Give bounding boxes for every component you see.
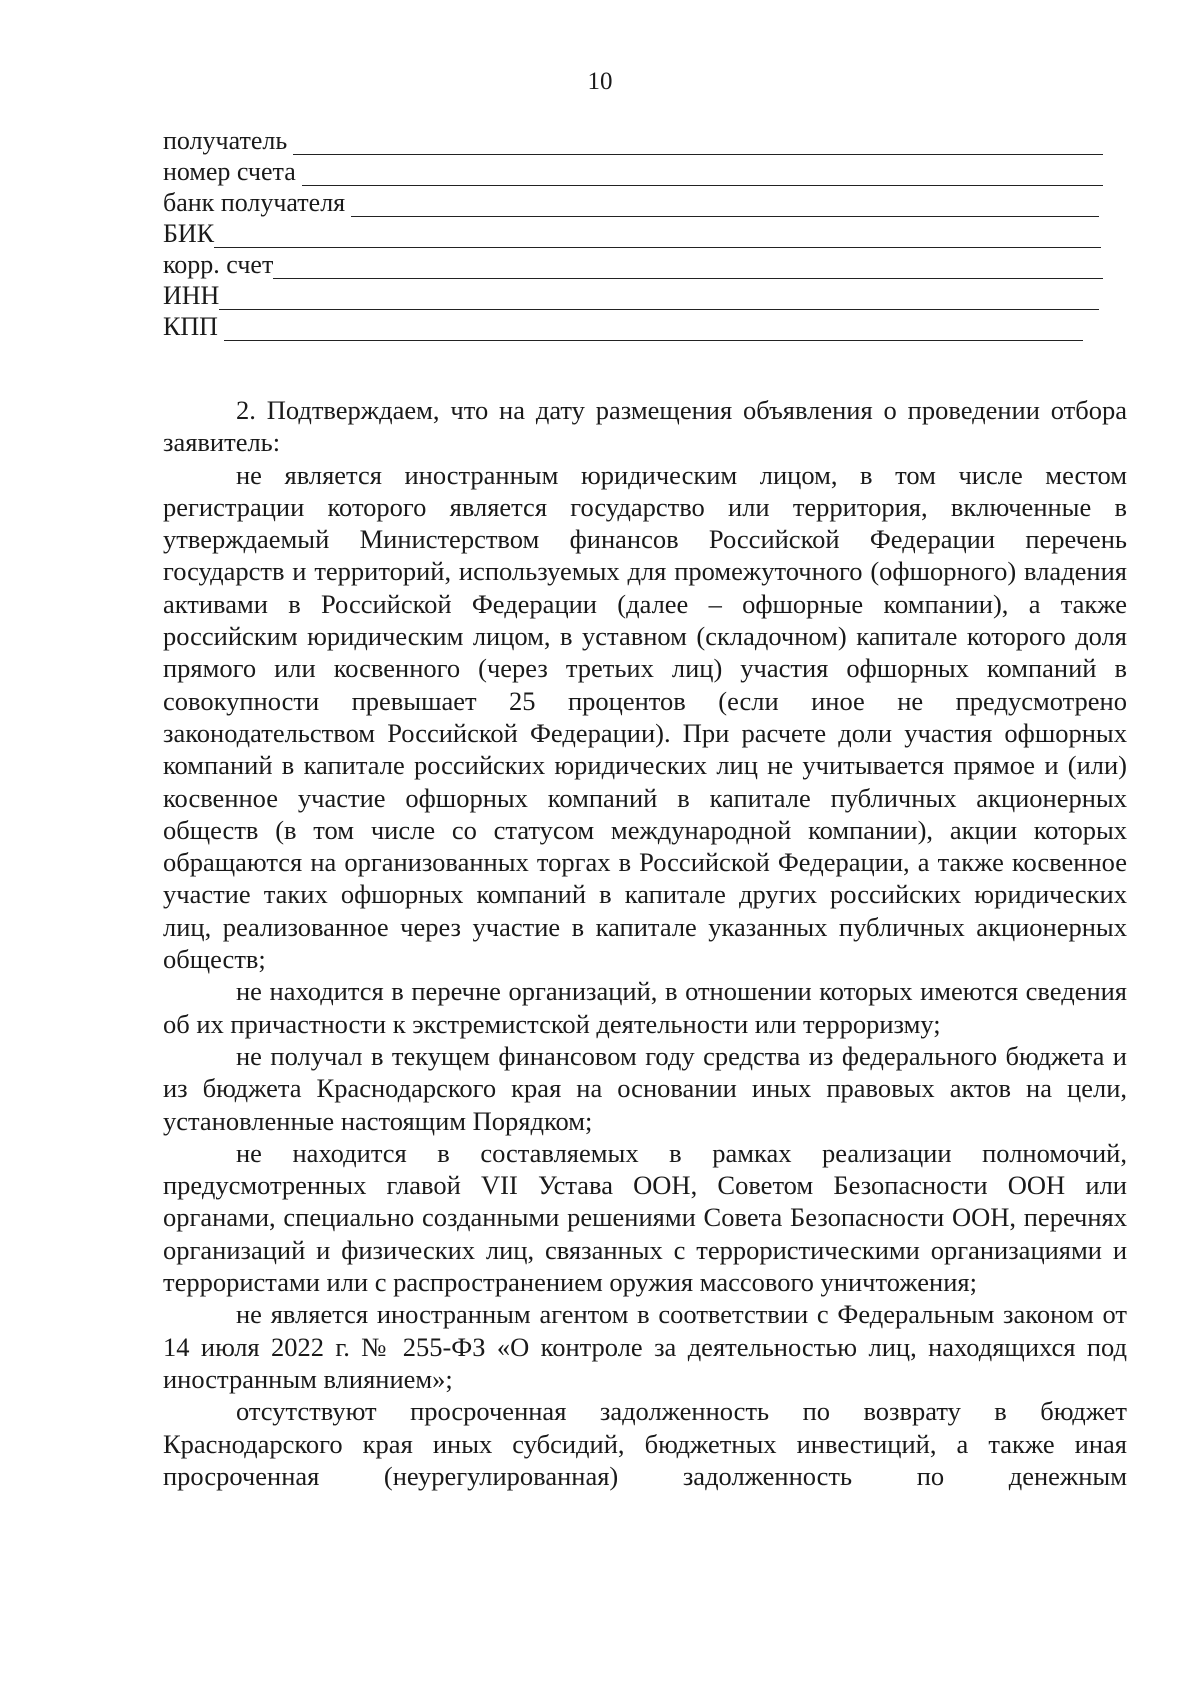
- paragraph-offshore: не является иностранным юридическим лицом, в том числе местом регистрации которого является государство или территория, включенные в утверждаемый Министерством финансов Российской Федерации перечень государств и территорий, используемых для промежуточного (офшорного) владения активами в Российской Федерации (далее – офшорные компании), а также российским юридическим лицом, в уставном (складочном) капитале которого доля прямого или косвенного (через третьих лиц) участия офшорных компаний в совокупности превышает 25 процентов (если иное не предусмотрено законодательством Российской Федерации). При расчете доли участия офшорных компаний в капитале российских юридических лиц не учитывается прямое и (или) косвенное участие офшорных компаний в капитале публичных акционерных обществ (в том числе со статусом международной компании), акции которых обращаются на организованных торгах в Российской Федерации, а также косвенное участие таких офшорных компаний в капитале других российских юридических лиц, реализованное через участие в капитале указанных публичных акционерных обществ;: [163, 459, 1127, 975]
- field-inn: [163, 279, 1113, 310]
- field-blank-line[interactable]: [224, 318, 1083, 341]
- field-blank-line[interactable]: [302, 163, 1103, 186]
- paragraph-extremism: не находится в перечне организаций, в отношении которых имеются сведения об их причастности к экстремистской деятельности или терроризму;: [163, 976, 1127, 1039]
- payment-details-fields: [163, 124, 1113, 341]
- field-blank-line[interactable]: [214, 225, 1101, 248]
- paragraph-foreign-agent: не является иностранным агентом в соответствии с Федеральным законом от 14 июля 2022 г. № 255-ФЗ «О контроле за деятельностью лиц, находящихся под иностранным влиянием»;: [163, 1299, 1127, 1394]
- field-blank-line[interactable]: [219, 287, 1099, 310]
- field-label: КПП: [163, 312, 218, 341]
- field-account-number: [163, 155, 1113, 186]
- field-label: БИК: [163, 219, 215, 248]
- body-text: [163, 394, 1127, 1492]
- paragraph-debt: отсутствуют просроченная задолженность по возврату в бюджет Краснодарского края иных субсидий, бюджетных инвестиций, а также иная просроченная (неурегулированная) задолженность по денежным: [163, 1396, 1127, 1491]
- field-corr-account: [163, 248, 1113, 279]
- field-label: получатель: [163, 126, 288, 155]
- paragraph-budget-funds: не получал в текущем финансовом году средства из федерального бюджета и из бюджета Краснодарского края на основании иных правовых актов на цели, установленные настоящим Порядком;: [163, 1040, 1127, 1136]
- field-bik: [163, 217, 1113, 248]
- field-blank-line[interactable]: [351, 194, 1099, 217]
- field-label: корр. счет: [163, 250, 274, 279]
- paragraph-un-lists: не находится в составляемых в рамках реализации полномочий, предусмотренных главой VII Устава ООН, Советом Безопасности ООН или органами, специально созданными решениями Совета Безопасности ООН, перечнях организаций и физических лиц, связанных с террористическими организациями и террористами или с распространением оружия массового уничтожения;: [163, 1137, 1127, 1298]
- field-label: банк получателя: [163, 188, 346, 217]
- page-number: 10: [587, 68, 613, 95]
- field-kpp: [163, 310, 1113, 341]
- field-recipient: [163, 124, 1113, 155]
- field-label: ИНН: [163, 281, 220, 310]
- paragraph-confirmation: 2. Подтверждаем, что на дату размещения объявления о проведении отбора заявитель:: [163, 395, 1127, 458]
- field-label: номер счета: [163, 157, 296, 186]
- field-recipient-bank: [163, 186, 1113, 217]
- field-blank-line[interactable]: [273, 256, 1103, 279]
- field-blank-line[interactable]: [293, 132, 1103, 155]
